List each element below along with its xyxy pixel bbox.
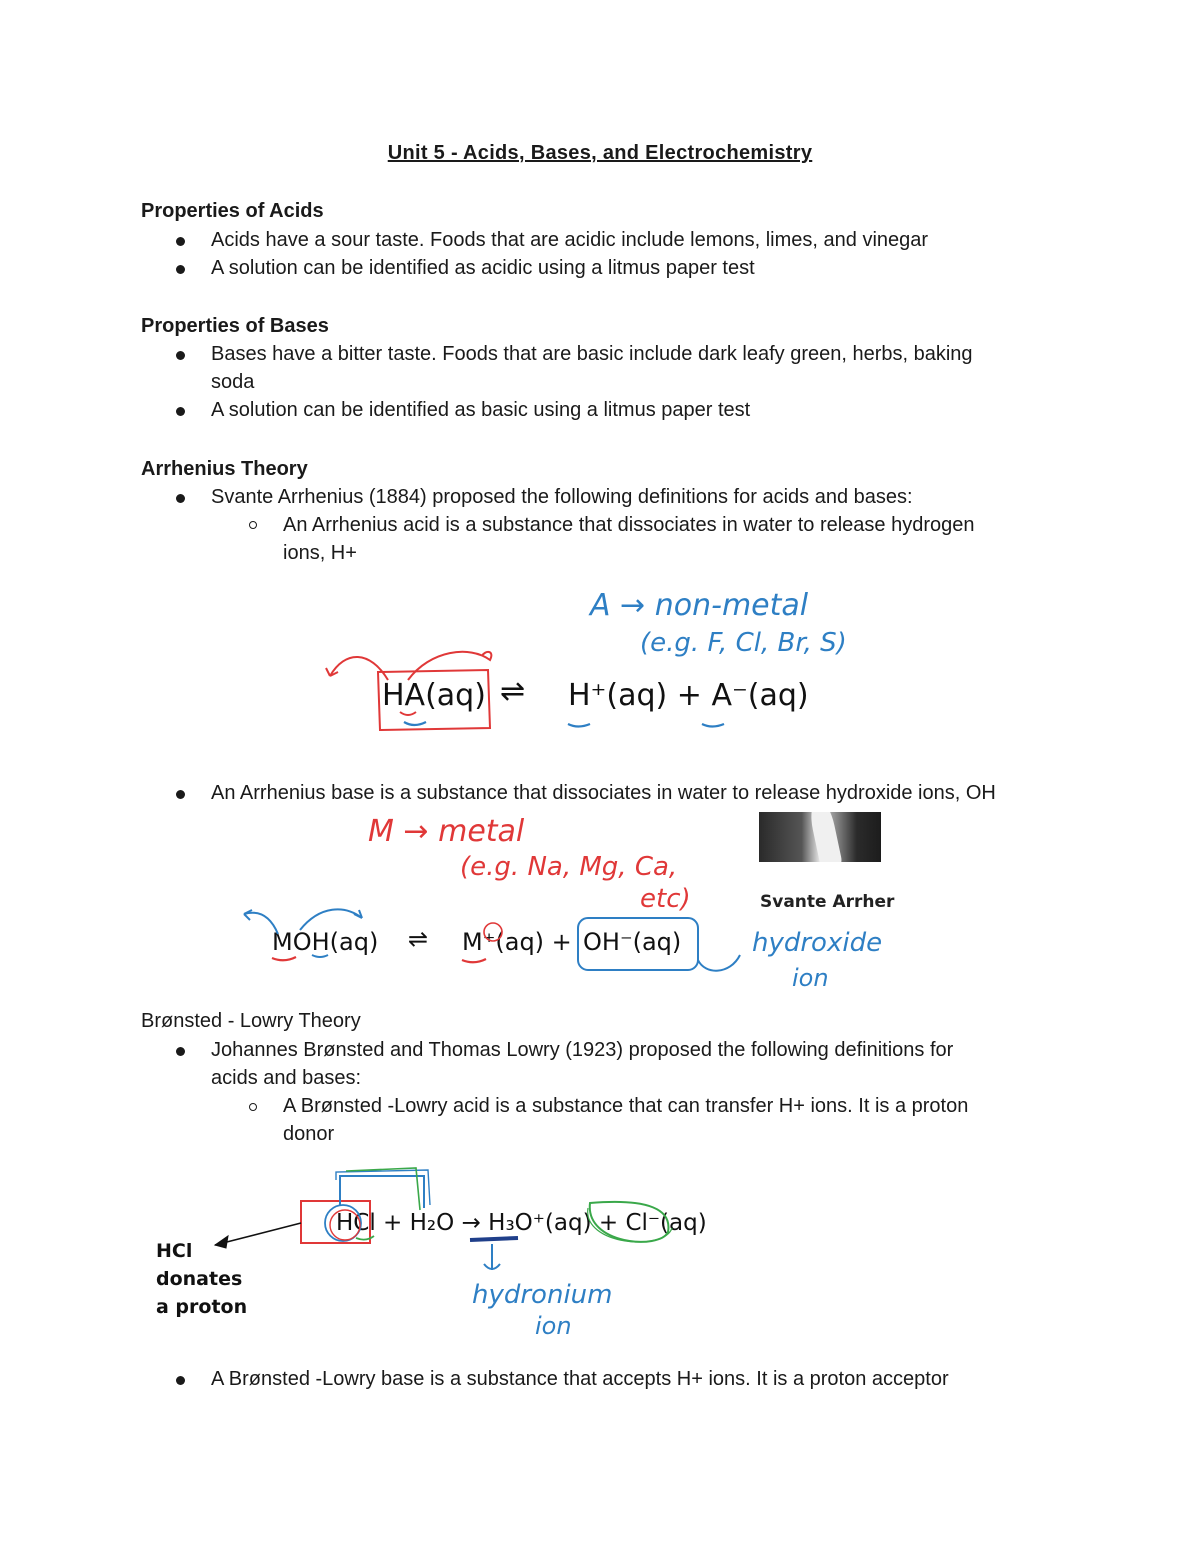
- hcl-equation: HCl + H₂O → H₃O⁺(aq) + Cl⁻(aq): [336, 1210, 707, 1236]
- bronsted-acid-def-2: donor: [283, 1123, 335, 1145]
- acids-bullet-1: Acids have a sour taste. Foods that are acidic include lemons, limes, and vinegar: [211, 229, 929, 251]
- arrhenius-bullet-1: Svante Arrhenius (1884) proposed the following definitions for acids and bases:: [211, 486, 913, 508]
- note-hydronium-ion: ion: [535, 1312, 572, 1340]
- bullet-dot: [176, 1376, 186, 1386]
- bronsted-bullet-1: Johannes Brønsted and Thomas Lowry (1923) proposed the following definitions for: [211, 1039, 954, 1061]
- label-a-proton: a proton: [156, 1296, 248, 1318]
- bullet-dot: [176, 237, 186, 247]
- bullet-dot: [176, 1047, 186, 1057]
- label-donates: donates: [156, 1268, 243, 1290]
- note-hydroxide: hydroxide: [752, 928, 883, 958]
- acids-bullet-2: A solution can be identified as acidic using a litmus paper test: [211, 257, 755, 279]
- acids-heading: Properties of Acids: [141, 200, 324, 222]
- note-base-examples: (e.g. Na, Mg, Ca,: [460, 852, 678, 882]
- bullet-dot: [176, 351, 186, 361]
- bases-bullet-1-cont: soda: [211, 371, 255, 393]
- red-arrow-a: [408, 652, 491, 680]
- bronsted-heading: Brønsted - Lowry Theory: [141, 1010, 361, 1032]
- sub-bullet-circle: [249, 521, 259, 531]
- bases-bullet-1: Bases have a bitter taste. Foods that are basic include dark leafy green, herbs, baking: [211, 343, 973, 365]
- page-title: Unit 5 - Acids, Bases, and Electrochemistry: [387, 142, 813, 164]
- portrait-photo: [759, 812, 881, 862]
- bullet-dot: [176, 265, 186, 275]
- bullet-dot: [176, 407, 186, 417]
- note-base-metal: M → metal: [368, 814, 525, 849]
- bases-bullet-2: A solution can be identified as basic using a litmus paper test: [211, 399, 751, 421]
- note-acid-nonmetal: A → non-metal: [590, 588, 809, 623]
- acid-equation-right: H⁺(aq) + A⁻(aq): [568, 678, 809, 713]
- bases-heading: Properties of Bases: [141, 315, 329, 337]
- bullet-dot: [176, 790, 186, 800]
- base-equation-mid: M⁺(aq) +: [462, 928, 572, 956]
- note-base-etc: etc): [640, 884, 691, 914]
- bronsted-acid-def-1: A Brønsted -Lowry acid is a substance that can transfer H+ ions. It is a proton: [283, 1095, 969, 1117]
- bullet-dot: [176, 494, 186, 504]
- acid-equation-left: HA(aq): [382, 678, 486, 713]
- red-arrow-h: [330, 657, 388, 680]
- sub-bullet-circle: [249, 1103, 259, 1113]
- arrhenius-base-def: An Arrhenius base is a substance that dissociates in water to release hydroxide ions, OH: [211, 782, 996, 804]
- bronsted-base-def: A Brønsted -Lowry base is a substance that accepts H+ ions. It is a proton acceptor: [211, 1368, 949, 1390]
- equilibrium-arrow-icon: ⇌: [408, 925, 429, 953]
- base-equation-right: OH⁻(aq): [583, 928, 682, 956]
- equilibrium-arrow-icon: ⇌: [500, 674, 526, 709]
- bronsted-bullet-1-cont: acids and bases:: [211, 1067, 362, 1089]
- arrhenius-heading: Arrhenius Theory: [141, 458, 308, 480]
- blue-bracket-transfer: [340, 1176, 424, 1208]
- note-acid-examples: (e.g. F, Cl, Br, S): [640, 628, 847, 658]
- arrhenius-acid-def-2: ions, H+: [283, 542, 357, 564]
- base-equation-left: MOH(aq): [272, 928, 379, 956]
- note-hydroxide-ion: ion: [792, 964, 829, 992]
- note-hydronium: hydronium: [472, 1280, 613, 1310]
- label-hcl: HCl: [156, 1240, 193, 1262]
- arrow-to-label: [215, 1223, 301, 1245]
- arrhenius-acid-def-1: An Arrhenius acid is a substance that dissociates in water to release hydrogen: [283, 514, 975, 536]
- photo-caption: Svante Arrher: [760, 892, 895, 912]
